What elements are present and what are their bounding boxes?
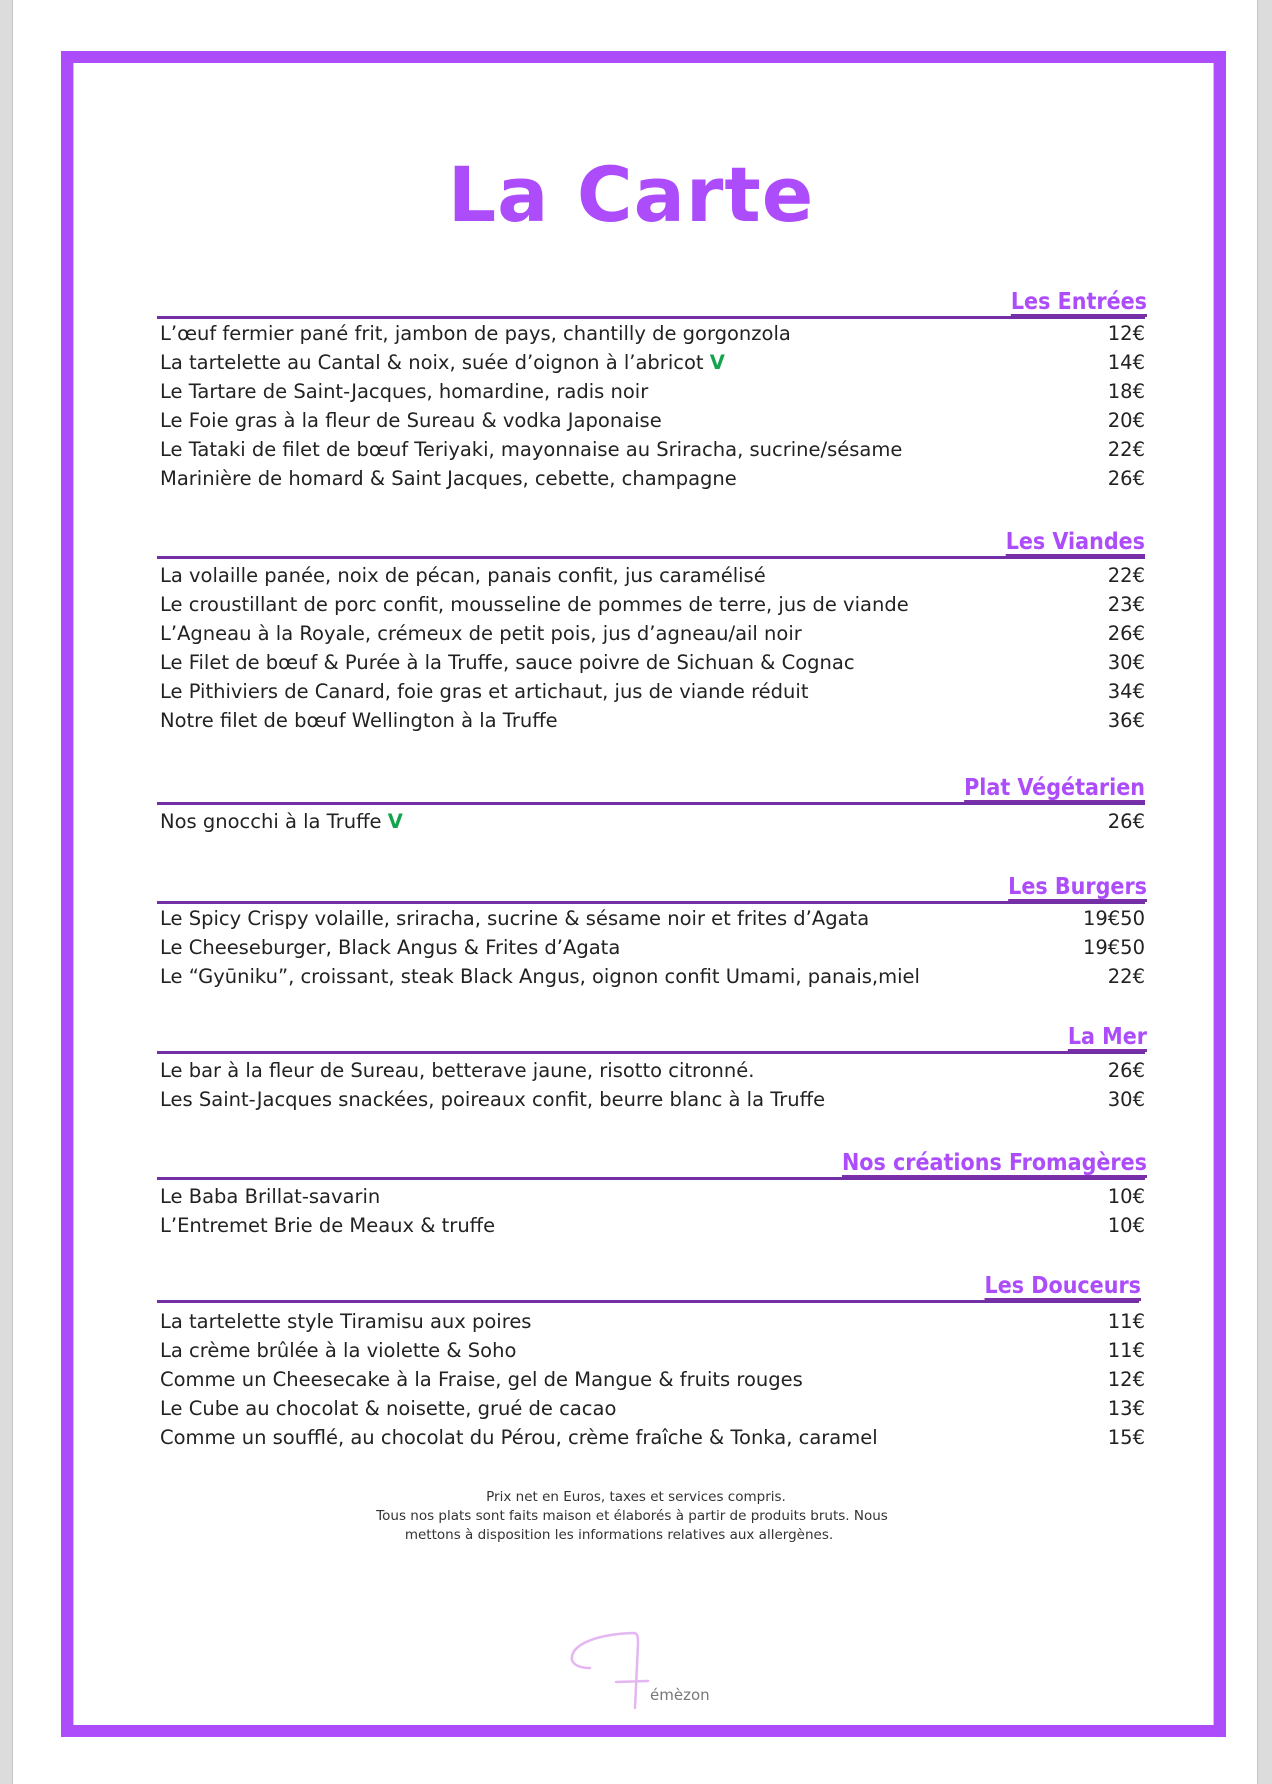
menu-item-name-text: Comme un soufflé, au chocolat du Pérou, crème fraîche & Tonka, caramel [160,1426,878,1449]
menu-item-name [160,435,902,464]
menu-item-name-text: La tartelette style Tiramisu aux poires [160,1310,532,1333]
section-divider [157,556,1145,559]
menu-item-price: 30€ [1107,1088,1145,1111]
page-title-text: La Carte [447,150,815,239]
menu-item [157,962,1145,991]
footer-line: Tous nos plats sont faits maison et élaborés à partir de produits bruts. Nous [376,1508,888,1524]
menu-item-name-text: Le Baba Brillat-savarin [160,1185,381,1208]
menu-item-price: 13€ [1107,1397,1145,1420]
menu-item [157,904,1145,933]
item-list [157,561,1145,735]
item-list [157,1182,1145,1240]
section-title: Les Entrées [1010,289,1147,315]
menu-item-name [160,619,802,648]
menu-item-price: 19€50 [1082,907,1145,930]
section-divider [157,802,1145,805]
menu-item [157,406,1145,435]
menu-item-name-text: L’Agneau à la Royale, crémeux de petit pois, jus d’agneau/ail noir [160,622,802,645]
menu-item [157,933,1145,962]
menu-item [157,1211,1145,1240]
menu-item-name [160,377,648,406]
section-title: Les Burgers [1008,874,1147,900]
menu-item-price: 15€ [1107,1426,1145,1449]
menu-item-name [160,1085,825,1114]
menu-item [157,464,1145,493]
menu-item-price: 22€ [1107,965,1145,988]
menu-item-price: 23€ [1107,593,1145,616]
menu-item-name-text: L’œuf fermier pané frit, jambon de pays, chantilly de gorgonzola [160,322,791,345]
footer-line: Prix net en Euros, taxes et services compris. [486,1489,786,1505]
vegetarian-badge: V [387,810,403,833]
menu-item-price: 30€ [1107,651,1145,674]
menu-item-price: 22€ [1107,438,1145,461]
section-header [157,525,1145,559]
menu-item-name-text: La tartelette au Cantal & noix, suée d’oignon à l’abricot [160,351,704,374]
menu-item-name-text: Le Pithiviers de Canard, foie gras et artichaut, jus de viande réduit [160,680,809,703]
menu-item [157,1182,1145,1211]
menu-item [157,677,1145,706]
menu-item-price: 11€ [1107,1310,1145,1333]
menu-item-name-text: L’Entremet Brie de Meaux & truffe [160,1214,496,1237]
menu-item-name [160,319,791,348]
menu-item [157,1423,1145,1452]
menu-item [157,1056,1145,1085]
section-header [157,771,1145,805]
section-mer [157,1020,1145,1114]
menu-item-name [160,464,737,493]
menu-item-name-text: Le Cheeseburger, Black Angus & Frites d’Agata [160,936,621,959]
menu-item [157,435,1145,464]
menu-item-name [160,904,869,933]
item-list [157,904,1145,991]
menu-item [157,1085,1145,1114]
menu-item-name [160,561,766,590]
menu-item-name [160,648,855,677]
menu-item [157,1307,1145,1336]
menu-item-name-text: Le Tartare de Saint-Jacques, homardine, radis noir [160,380,649,403]
menu-item [157,648,1145,677]
menu-item-name [160,348,725,377]
item-list [157,319,1145,493]
section-burgers [157,870,1145,991]
menu-item-price: 26€ [1107,622,1145,645]
section-entrees [157,285,1145,493]
menu-item [157,561,1145,590]
section-header [157,1146,1145,1180]
section-douceurs [157,1269,1145,1452]
menu-item-name-text: Nos gnocchi à la Truffe [160,810,382,833]
menu-item [157,807,1145,836]
menu-item-name [160,1211,495,1240]
menu-item-price: 14€ [1107,351,1145,374]
menu-item-name-text: Le Foie gras à la fleur de Sureau & vodka Japonaise [160,409,662,432]
menu-item-price: 10€ [1107,1185,1145,1208]
page-title [0,150,1272,239]
item-list [157,807,1145,836]
menu-item-name-text: Marinière de homard & Saint Jacques, cebette, champagne [160,467,737,490]
menu-item-price: 22€ [1107,564,1145,587]
menu-item-price: 12€ [1107,1368,1145,1391]
section-header [157,1269,1145,1303]
menu-item-name-text: La crème brûlée à la violette & Soho [160,1339,517,1362]
menu-item-name [160,1365,803,1394]
menu-item [157,1365,1145,1394]
menu-item-name-text: Le bar à la fleur de Sureau, betterave jaune, risotto citronné. [160,1059,755,1082]
item-list [157,1056,1145,1114]
menu-item-name-text: Notre filet de bœuf Wellington à la Truffe [160,709,558,732]
menu-item-name [160,1182,380,1211]
vegetarian-badge: V [709,351,725,374]
section-title: Plat Végétarien [964,775,1145,801]
section-header [157,1020,1145,1054]
menu-item-price: 26€ [1107,467,1145,490]
menu-item-name-text: Comme un Cheesecake à la Fraise, gel de Mangue & fruits rouges [160,1368,803,1391]
menu-item [157,706,1145,735]
section-title: Les Douceurs [984,1273,1141,1299]
menu-item-name-text: Le Cube au chocolat & noisette, grué de cacao [160,1397,617,1420]
section-title: La Mer [1067,1024,1147,1050]
section-title: Nos créations Fromagères [841,1150,1147,1176]
menu-item-name-text: Le Tataki de filet de bœuf Teriyaki, mayonnaise au Sriracha, sucrine/sésame [160,438,903,461]
menu-item-price: 19€50 [1082,936,1145,959]
section-vegetarien [157,771,1145,836]
section-title: Les Viandes [1005,529,1145,555]
footer-note [0,1488,1272,1545]
menu-item [157,348,1145,377]
restaurant-logo [568,1630,728,1710]
menu-item-name [160,1423,878,1452]
menu-item-price: 36€ [1107,709,1145,732]
logo-text: émèzon [650,1686,710,1704]
menu-item-name [160,706,558,735]
section-divider [157,1177,1145,1180]
menu-item-name [160,590,909,619]
menu-item-price: 12€ [1107,322,1145,345]
menu-item-name [160,1394,616,1423]
menu-item [157,1336,1145,1365]
menu-item-price: 26€ [1107,1059,1145,1082]
menu-item-name [160,406,662,435]
menu-item-name-text: Le croustillant de porc confit, mousseline de pommes de terre, jus de viande [160,593,909,616]
menu-item-name [160,807,403,836]
menu-item-name [160,1307,531,1336]
menu-item [157,319,1145,348]
footer-line: mettons à disposition les informations relatives aux allergènes. [404,1527,834,1543]
section-viandes [157,525,1145,735]
menu-item-name-text: Le Filet de bœuf & Purée à la Truffe, sauce poivre de Sichuan & Cognac [160,651,855,674]
section-divider [157,1051,1145,1054]
section-divider [157,1300,1139,1303]
menu-item-price: 11€ [1107,1339,1145,1362]
section-fromageres [157,1146,1145,1240]
menu-item [157,619,1145,648]
menu-item [157,1394,1145,1423]
menu-item-name [160,677,808,706]
menu-item-price: 10€ [1107,1214,1145,1237]
menu-item-price: 18€ [1107,380,1145,403]
menu-item [157,377,1145,406]
section-header [157,285,1145,319]
menu-item [157,590,1145,619]
menu-item-name-text: La volaille panée, noix de pécan, panais confit, jus caramélisé [160,564,766,587]
menu-item-name-text: Les Saint-Jacques snackées, poireaux confit, beurre blanc à la Truffe [160,1088,826,1111]
menu-item-name-text: Le “Gyūniku”, croissant, steak Black Angus, oignon confit Umami, panais,miel [160,965,920,988]
menu-item-name [160,1056,754,1085]
menu-item-name [160,1336,516,1365]
menu-item-price: 34€ [1107,680,1145,703]
menu-item-price: 20€ [1107,409,1145,432]
menu-item-name-text: Le Spicy Crispy volaille, sriracha, sucrine & sésame noir et frites d’Agata [160,907,870,930]
item-list [157,1307,1145,1452]
section-header [157,870,1145,904]
menu-item-name [160,933,620,962]
menu-item-price: 26€ [1107,810,1145,833]
menu-item-name [160,962,920,991]
